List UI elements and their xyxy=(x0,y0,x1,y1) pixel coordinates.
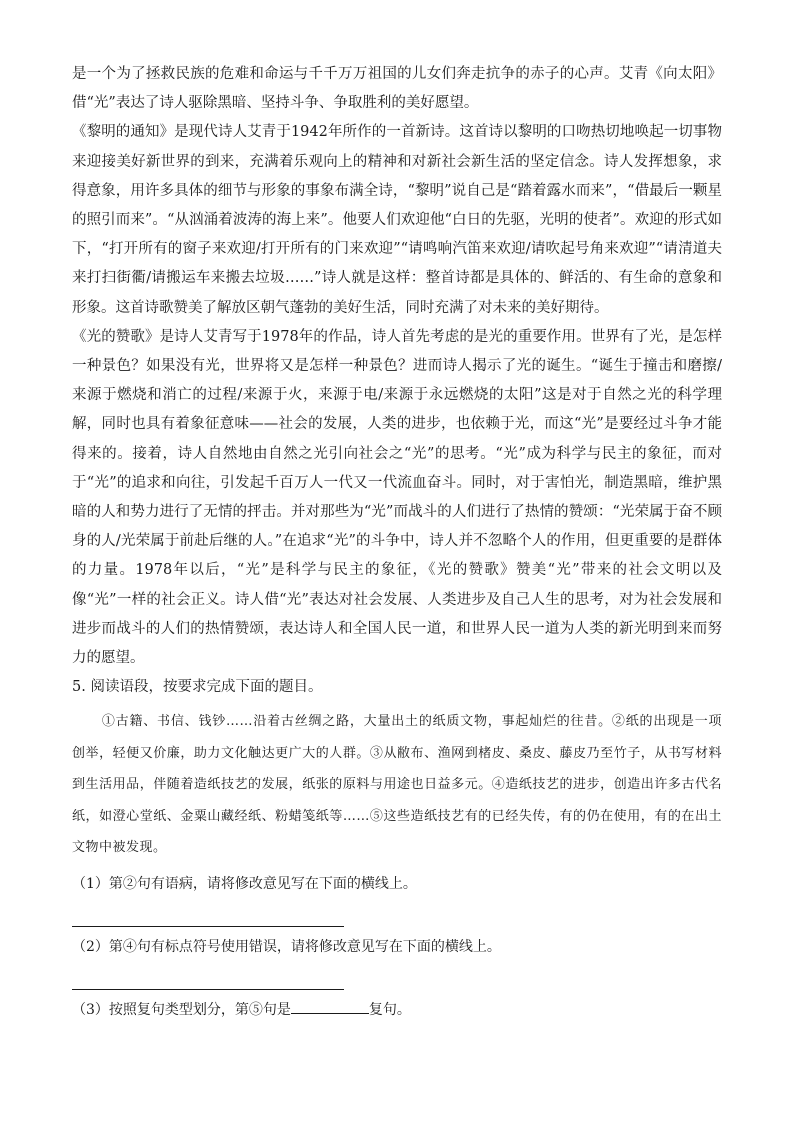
question-5-heading: 5. 阅读语段，按要求完成下面的题目。 xyxy=(72,679,323,696)
sub-question-1: （1）第②句有语病，请将修改意见写在下面的横线上。 xyxy=(72,875,417,892)
sub-question-2: （2）第④句有标点符号使用错误，请将修改意见写在下面的横线上。 xyxy=(72,938,501,955)
paragraph-xiang-taiyang: 是一个为了拯救民族的危难和命运与千千万万祖国的儿女们奔走抗争的赤子的心声。艾青《向太阳》借“光”表达了诗人驱除黑暗、坚持斗争、争取胜利的美好愿望。 xyxy=(72,66,722,112)
paragraph-guang-de-zange: 《光的赞歌》是诗人艾青写于1978年的作品，诗人首先考虑的是光的重要作用。世界有了光，是怎样一种景色？如果没有光，世界将又是怎样一种景色？进而诗人揭示了光的诞生。“诞生于撞击和磨擦/来源于燃烧和消亡的过程/来源于火，来源于电/来源于永远燃烧的太阳”这是对于自然之光的科学理解，同时也具有着象征意味——社会的发展，人类的进步，也依赖于光，而这“光”是要经过斗争才能得来的。接着，诗人自然地由自然之光引向社会之“光”的思考。“光”成为科学与民主的象征，而对于“光”的追求和向往，引发起千百万人一代又一代流血奋斗。同时，对于害怕光，制造黑暗，维护黑暗的人和势力进行了无情的抨击。并对那些为“光”而战斗的人们进行了热情的赞颂：“光荣属于奋不顾身的人/光荣属于前赴后继的人。”在追求“光”的斗争中，诗人并不忽略个人的作用，但更重要的是群体的力量。1978年以后，“光”是科学与民主的象征，《光的赞歌》赞美“光”带来的社会文明以及像“光”一样的社会正义。诗人借“光”表达对社会发展、人类进步及自己人生的思考，对为社会发展和进步而战斗的人们的热情赞颂，表达诗人和全国人民一道，和世界人民一道为人类的新光明到来而努力的愿望。 xyxy=(72,328,722,667)
answer-blank-3[interactable] xyxy=(291,999,369,1014)
question-5-passage: ①古籍、书信、钱钞……沿着古丝绸之路，大量出土的纸质文物，事起灿烂的往昔。②纸的出现是一项创举，轻便又价廉，助力文化触达更广大的人群。③从敝布、渔网到楮皮、桑皮、藤皮乃至竹子，从书写材料到生活用品，伴随着造纸技艺的发展，纸张的原料与用途也日益多元。④造纸技艺的进步，创造出许多古代名纸，如澄心堂纸、金粟山藏经纸、粉蜡笺纸等……⑤这些造纸技艺有的已经失传，有的仍在使用，有的在出土文物中被发现。 xyxy=(72,714,722,856)
paragraph-liming-de-tongzhi: 《黎明的通知》是现代诗人艾青于1942年所作的一首新诗。这首诗以黎明的口吻热切地唤起一切事物来迎接美好新世界的到来，充满着乐观向上的精神和对新社会新生活的坚定信念。诗人发挥想象，求得意象，用许多具体的细节与形象的事象布满全诗，“黎明”说自己是“踏着露水而来”，“借最后一颗星的照引而来”。“从汹涌着波涛的海上来”。他要人们欢迎他“白日的先驱，光明的使者”。欢迎的形式如下，“打开所有的窗子来欢迎/打开所有的门来欢迎”“请鸣响汽笛来欢迎/请吹起号角来欢迎”“请清道夫来打扫街衢/请搬运车来搬去垃圾……”诗人就是这样：整首诗都是具体的、鲜活的、有生命的意象和形象。这首诗歌赞美了解放区朝气蓬勃的美好生活，同时充满了对未来的美好期待。 xyxy=(72,124,722,316)
answer-line-2[interactable] xyxy=(72,989,344,990)
sub-question-3 xyxy=(72,996,722,1024)
document-page xyxy=(72,60,722,1024)
sub-question-3-suffix: 复句。 xyxy=(368,1001,411,1018)
answer-line-1[interactable] xyxy=(72,926,344,927)
sub-question-3-prefix: （3）按照复句类型划分，第⑤句是 xyxy=(72,1001,291,1018)
